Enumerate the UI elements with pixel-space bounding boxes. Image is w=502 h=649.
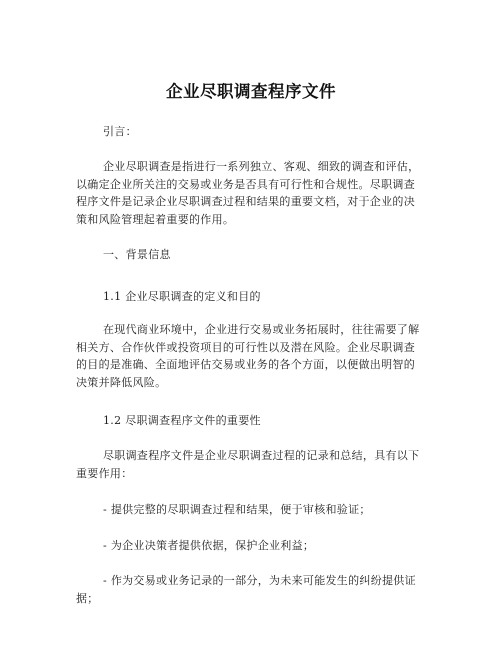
bullet-item [76,572,436,607]
intro-paragraph-line: 企业尽职调查是指进行一系列独立、客观、细致的调查和评估， [103,160,420,173]
section1-2-heading: 1.2 尽职调查程序文件的重要性 [103,414,261,427]
intro-paragraph-line: 程序文件是记录企业尽职调查过程和结果的重要文档，对于企业的决 [76,195,415,208]
document-title: 企业尽职调查程序文件 [166,82,336,101]
section1-heading: 一、背景信息 [103,248,171,261]
bullet-item-line: 据； [76,591,99,605]
section1-1-paragraph-line: 相关方、合作伙伴或投资项目的可行性以及潜在风险。企业尽职调查 [76,340,415,354]
section1-1-heading: 1.1 企业尽职调查的定义和目的 [103,290,261,303]
intro-paragraph-line: 以确定企业所关注的交易或业务是否具有可行性和合规性。尽职调查 [76,177,415,191]
section1-2-paragraph [76,447,436,482]
intro-label: 引言： [103,125,137,138]
bullet-item-line: - 作为交易或业务记录的一部分，为未来可能发生的纠纷提供证 [103,574,416,587]
section1-2-paragraph-line: 重要作用： [76,466,133,480]
intro-paragraph [76,158,436,228]
bullet-item: - 为企业决策者提供依据，保护企业利益； [103,539,315,552]
section1-1-paragraph-line: 决策并降低风险。 [76,375,167,389]
section1-1-paragraph-line: 在现代商业环境中，企业进行交易或业务拓展时，往往需要了解 [103,323,420,336]
section1-2-paragraph-line: 尽职调查程序文件是企业尽职调查过程的记录和总结，具有以下 [103,449,420,462]
section1-1-paragraph-line: 的目的是准确、全面地评估交易或业务的各个方面，以便做出明智的 [76,358,415,371]
section1-1-paragraph [76,321,436,391]
bullet-item: - 提供完整的尽职调查过程和结果，便于审核和验证； [103,503,371,516]
intro-paragraph-line: 策和风险管理起着重要的作用。 [76,212,235,226]
